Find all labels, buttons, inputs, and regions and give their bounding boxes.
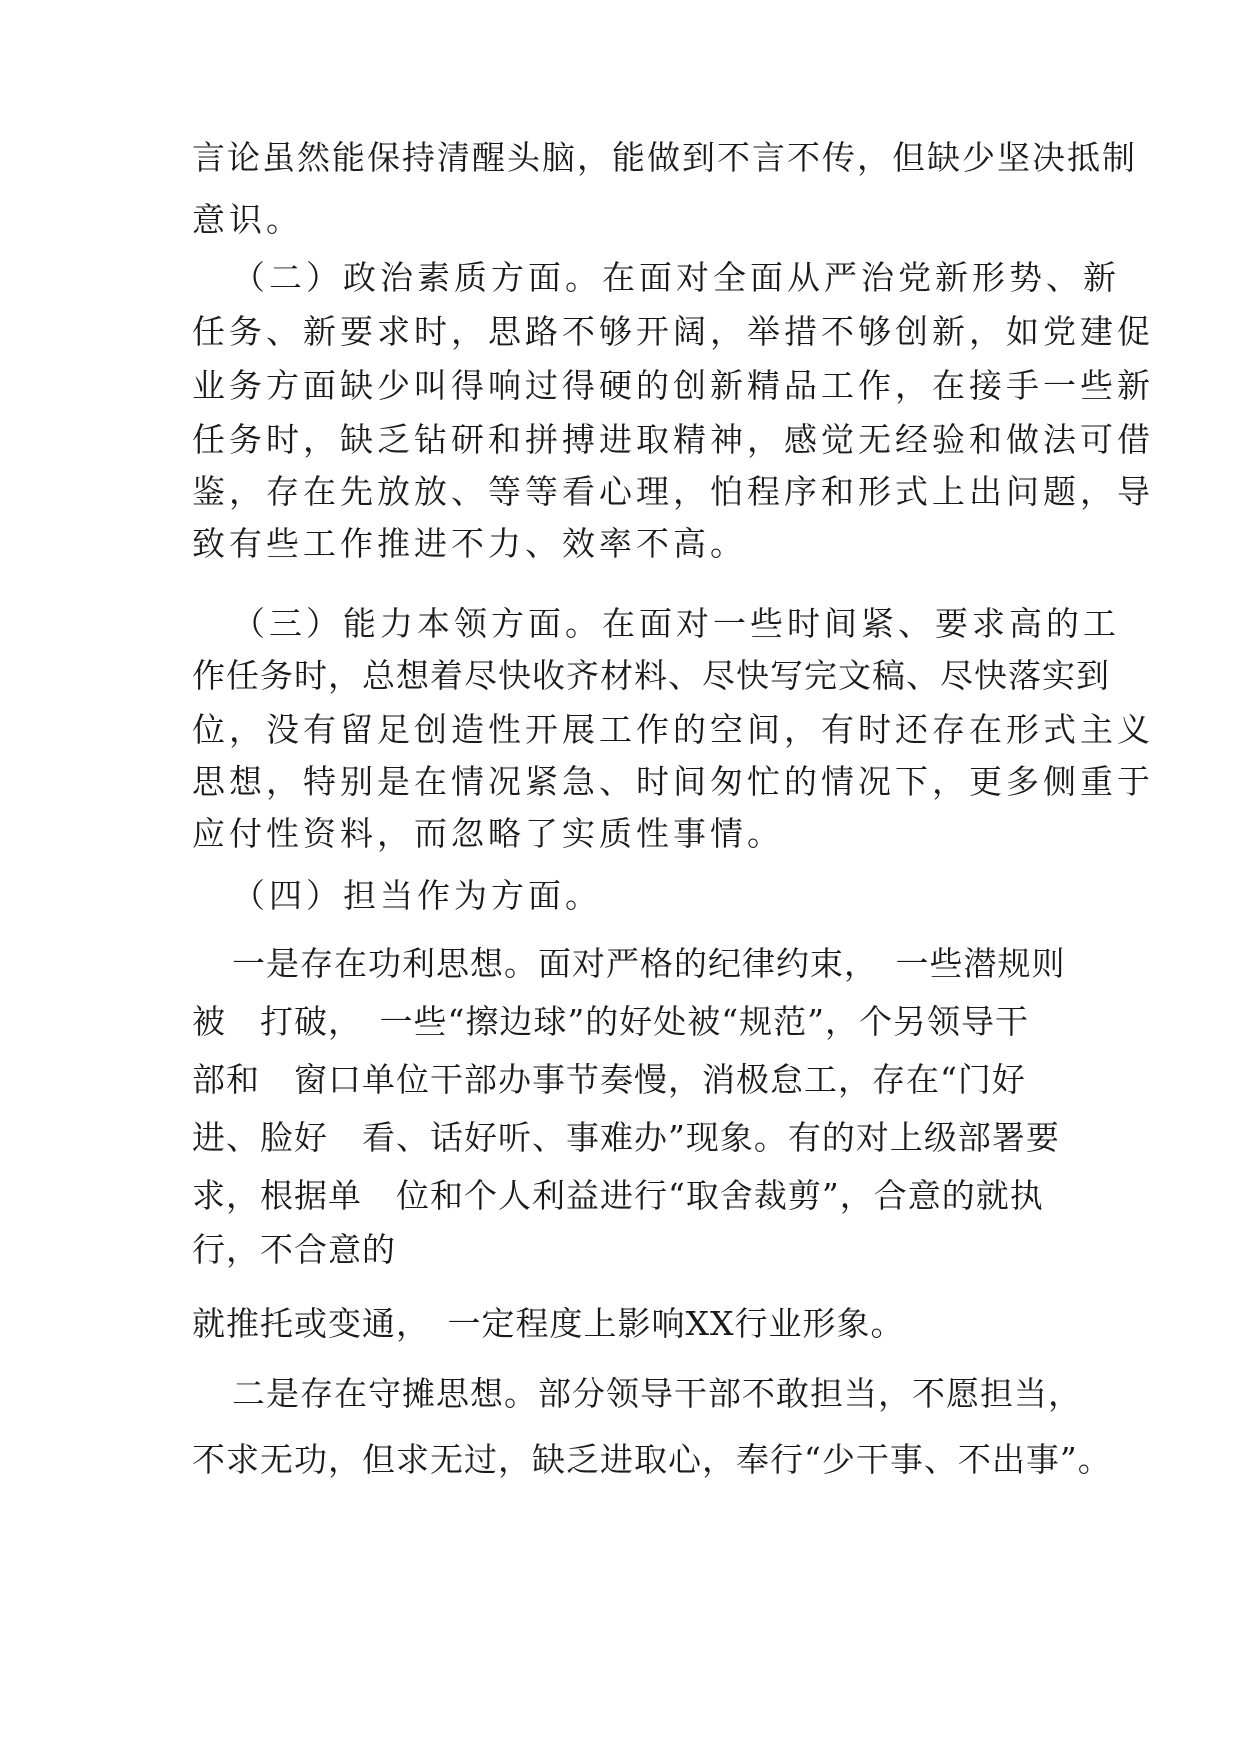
paragraph-5-line-2: 被 打破， 一些“擦边球”的好处被“规范”，个另领导干 <box>192 1002 1029 1041</box>
paragraph-5-line-7: 就推托或变通， 一定程度上影响XX行业形象。 <box>192 1304 905 1343</box>
paragraph-5-line-1: 一是存在功利思想。面对严格的纪律约束， 一些潜规则 <box>232 944 1066 983</box>
paragraph-5-line-6: 行，不合意的 <box>192 1230 396 1269</box>
paragraph-6-line-1: 二是存在守摊思想。部分领导干部不敢担当，不愿担当， <box>232 1374 1082 1413</box>
paragraph-3-line-3: 位，没有留足创造性开展工作的空间，有时还存在形式主义 <box>192 710 1154 749</box>
paragraph-2-line-6: 致有些工作推进不力、效率不高。 <box>192 524 747 563</box>
paragraph-3-line-2: 作任务时，总想着尽快收齐材料、尽快写完文稿、尽快落实到 <box>192 656 1110 695</box>
paragraph-5-line-4: 进、脸好 看、话好听、事难办”现象。有的对上级部署要 <box>192 1118 1060 1157</box>
paragraph-3-line-1: （三）能力本领方面。在面对一些时间紧、要求高的工 <box>232 604 1120 643</box>
paragraph-6-line-2: 不求无功，但求无过，缺乏进取心，奉行“少干事、不出事”。 <box>192 1440 1112 1479</box>
section-4-heading: （四）担当作为方面。 <box>232 876 602 915</box>
paragraph-1-line-1: 言论虽然能保持清醒头脑，能做到不言不传，但缺少坚决抵制 <box>192 138 1137 177</box>
paragraph-2-line-2: 任务、新要求时，思路不够开阔，举措不够创新，如党建促 <box>192 312 1154 351</box>
paragraph-2-line-1: （二）政治素质方面。在面对全面从严治党新形势、新 <box>232 258 1120 297</box>
paragraph-2-line-5: 鉴，存在先放放、等等看心理，怕程序和形式上出问题，导 <box>192 472 1154 511</box>
paragraph-1-line-2: 意识。 <box>192 200 303 239</box>
paragraph-2-line-3: 业务方面缺少叫得响过得硬的创新精品工作，在接手一些新 <box>192 366 1154 405</box>
paragraph-2-line-4: 任务时，缺乏钻研和拼搏进取精神，感觉无经验和做法可借 <box>192 420 1154 459</box>
paragraph-5-line-3: 部和 窗口单位干部办事节奏慢，消极怠工，存在“门好 <box>192 1060 1026 1099</box>
paragraph-3-line-4: 思想，特别是在情况紧急、时间匆忙的情况下，更多侧重于 <box>192 762 1154 801</box>
paragraph-3-line-5: 应付性资料，而忽略了实质性事情。 <box>192 814 784 853</box>
paragraph-5-line-5: 求，根据单 位和个人利益进行“取舍裁剪”，合意的就执 <box>192 1176 1044 1215</box>
